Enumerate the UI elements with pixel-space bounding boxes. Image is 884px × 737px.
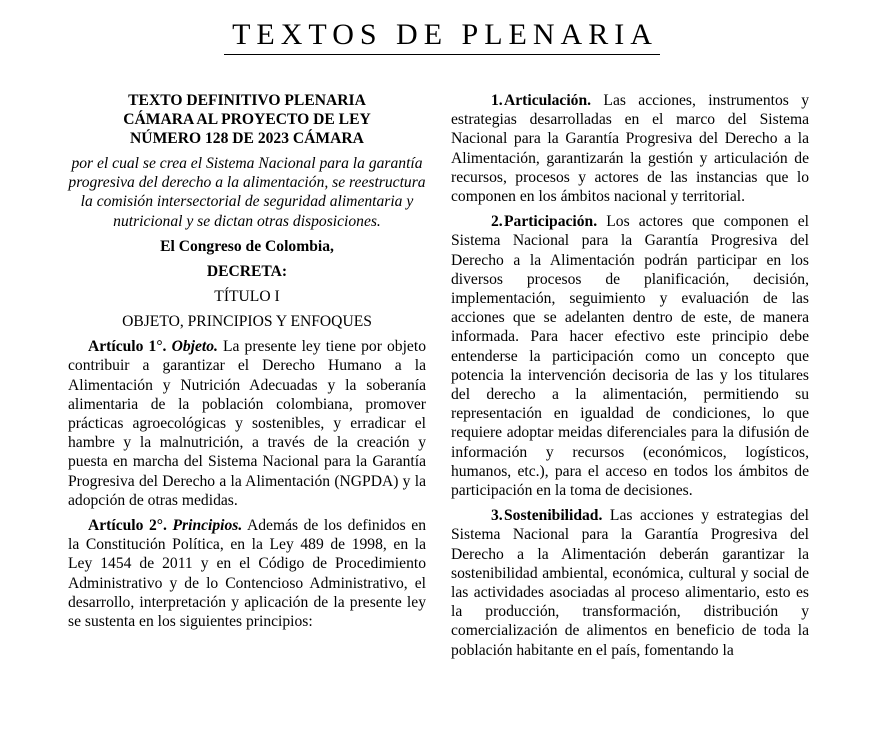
bill-heading-line3: NÚMERO 128 DE 2023 CÁMARA <box>130 130 364 147</box>
left-column <box>68 91 426 637</box>
article-1 <box>68 337 426 510</box>
title-number: TÍTULO I <box>214 287 280 305</box>
right-column <box>451 91 809 666</box>
bill-heading-line1: TEXTO DEFINITIVO PLENARIA <box>128 92 366 109</box>
article-2-name: Principios. <box>172 517 243 535</box>
bill-heading <box>68 91 426 148</box>
principle-name: Articulación. <box>504 92 592 109</box>
principle-item <box>451 212 809 500</box>
principle-text: Las acciones y estrategias del Sistema Nacional para la Garantía Progresiva del Derecho a la Alimentación deberán garantizar la sostenibilidad ambiental, económica, cultural y social de las actividades asociadas al proceso alimentario, esto es la producción, transformación, distribución y comercialización de alimentos en beneficio de toda la población habitante en el país, fomentando la <box>451 507 809 659</box>
bill-heading-line2: CÁMARA AL PROYECTO DE LEY <box>123 111 371 128</box>
principle-item <box>451 506 809 660</box>
title-name: OBJETO, PRINCIPIOS Y ENFOQUES <box>122 313 372 331</box>
principle-number: 2. <box>491 213 503 231</box>
article-1-label: Artículo 1°. <box>88 338 167 356</box>
decreta-line: DECRETA: <box>206 262 288 280</box>
congress-line: El Congreso de Colombia, <box>160 237 334 255</box>
page-title: TEXTOS DE PLENARIA <box>224 16 660 55</box>
article-2-label: Artículo 2°. <box>88 517 167 535</box>
page-header <box>0 16 884 55</box>
bill-subtitle: por el cual se crea el Sistema Nacional para la garantía progresiva del derecho a la alimentación, se reestructura la comisión intersectorial de seguridad alimentaria y nutricional y se dictan otras disposiciones. <box>68 155 426 230</box>
principle-item <box>451 91 809 206</box>
article-1-name: Objeto. <box>171 338 218 356</box>
principle-text: Los actores que componen el Sistema Nacional para la Garantía Progresiva del Derecho a la Alimentación podrán participar en los diversos procesos de planificación, decisión, implementación, seguimiento y evaluación de las acciones que se adelanten dentro de este, de manera informada. Para hacer efectivo este principio debe entenderse la participación como un concepto que potencia la intervención decisoria de las y los titulares del derecho a la alimentación, permitiendo su representación en igualdad de condiciones, lo que requiere adoptar meidas diferenciales para la difusión de información y recursos (económicos, logísticos, humanos, etc.), para el acceso en todos los ámbitos de participación en la toma de decisiones. <box>451 213 809 500</box>
article-2 <box>68 516 426 631</box>
principle-number: 1. <box>491 92 503 109</box>
principle-text: Las acciones, instrumentos y estrategias desarrolladas en el marco del Sistema Nacional para la Garantía Progresiva del Derecho a la Alimentación, garantizarán la gestión y articulación de recursos, procesos y actores de las instancias que lo componen en los ámbitos nacional y territorial. <box>451 92 809 206</box>
principle-name: Participación. <box>504 213 598 231</box>
article-2-text: Además de los definidos en la Constitución Política, en la Ley 489 de 1998, en la Ley 1454 de 2011 y en el Código de Procedimiento Administrativo y de lo Contencioso Administrativo, el desarrollo, interpretación y aplicación de la presente ley se sustenta en los siguientes principios: <box>68 517 427 631</box>
principle-name: Sostenibilidad. <box>504 507 603 525</box>
principle-number: 3. <box>491 507 503 525</box>
article-1-text: La presente ley tiene por objeto contribuir a garantizar el Derecho Humano a la Alimentación y Nutrición Adecuadas y la soberanía alimentaria de la población colombiana, promover prácticas agroecológicas y sostenibles, y erradicar el hambre y la malnutrición, a través de la creación y puesta en marcha del Sistema Nacional para la Garantía Progresiva del Derecho a la Alimentación (NGPDA) y la adopción de otras medidas. <box>68 338 426 509</box>
